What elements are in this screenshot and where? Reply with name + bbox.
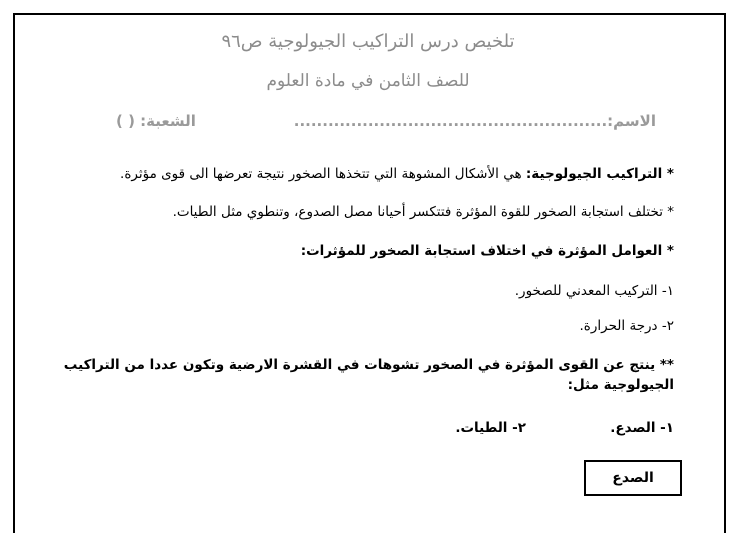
document-subtitle: للصف الثامن في مادة العلوم xyxy=(266,71,470,91)
definition-text: هي الأشكال المشوهة التي تتخذها الصخور نتيجة تعرضها الى قوى مؤثرة. xyxy=(120,166,526,182)
definition-term: * التراكيب الجيولوجية: xyxy=(525,166,674,182)
page-border xyxy=(13,13,726,533)
factor-item-1: ١- التركيب المعدني للصخور. xyxy=(514,283,674,299)
definition-line xyxy=(120,166,674,182)
factor-item-2: ٢- درجة الحرارة. xyxy=(579,318,674,334)
student-class-field[interactable]: الشعبة: ( ) xyxy=(116,112,196,130)
document-title: تلخيص درس التراكيب الجيولوجية ص٩٦ xyxy=(221,31,515,52)
fault-section-box: الصدع xyxy=(584,460,682,496)
student-name-field[interactable]: الاسم:....................................................... xyxy=(293,112,656,130)
example-item-2: ٢- الطيات. xyxy=(455,420,526,436)
response-note: * تختلف استجابة الصخور للقوة المؤثرة فتتكسر أحيانا مصل الصدوع، وتنطوي مثل الطيات. xyxy=(172,204,674,220)
example-item-1: ١- الصدع. xyxy=(610,420,674,436)
factors-heading: * العوامل المؤثرة في اختلاف استجابة الصخور للمؤثرات: xyxy=(300,243,674,259)
forces-note: ** ينتج عن القوى المؤثرة في الصخور تشوهات في القشرة الارضية وتكون عددا من التراكيب الجيولوجية مثل: xyxy=(63,357,674,393)
